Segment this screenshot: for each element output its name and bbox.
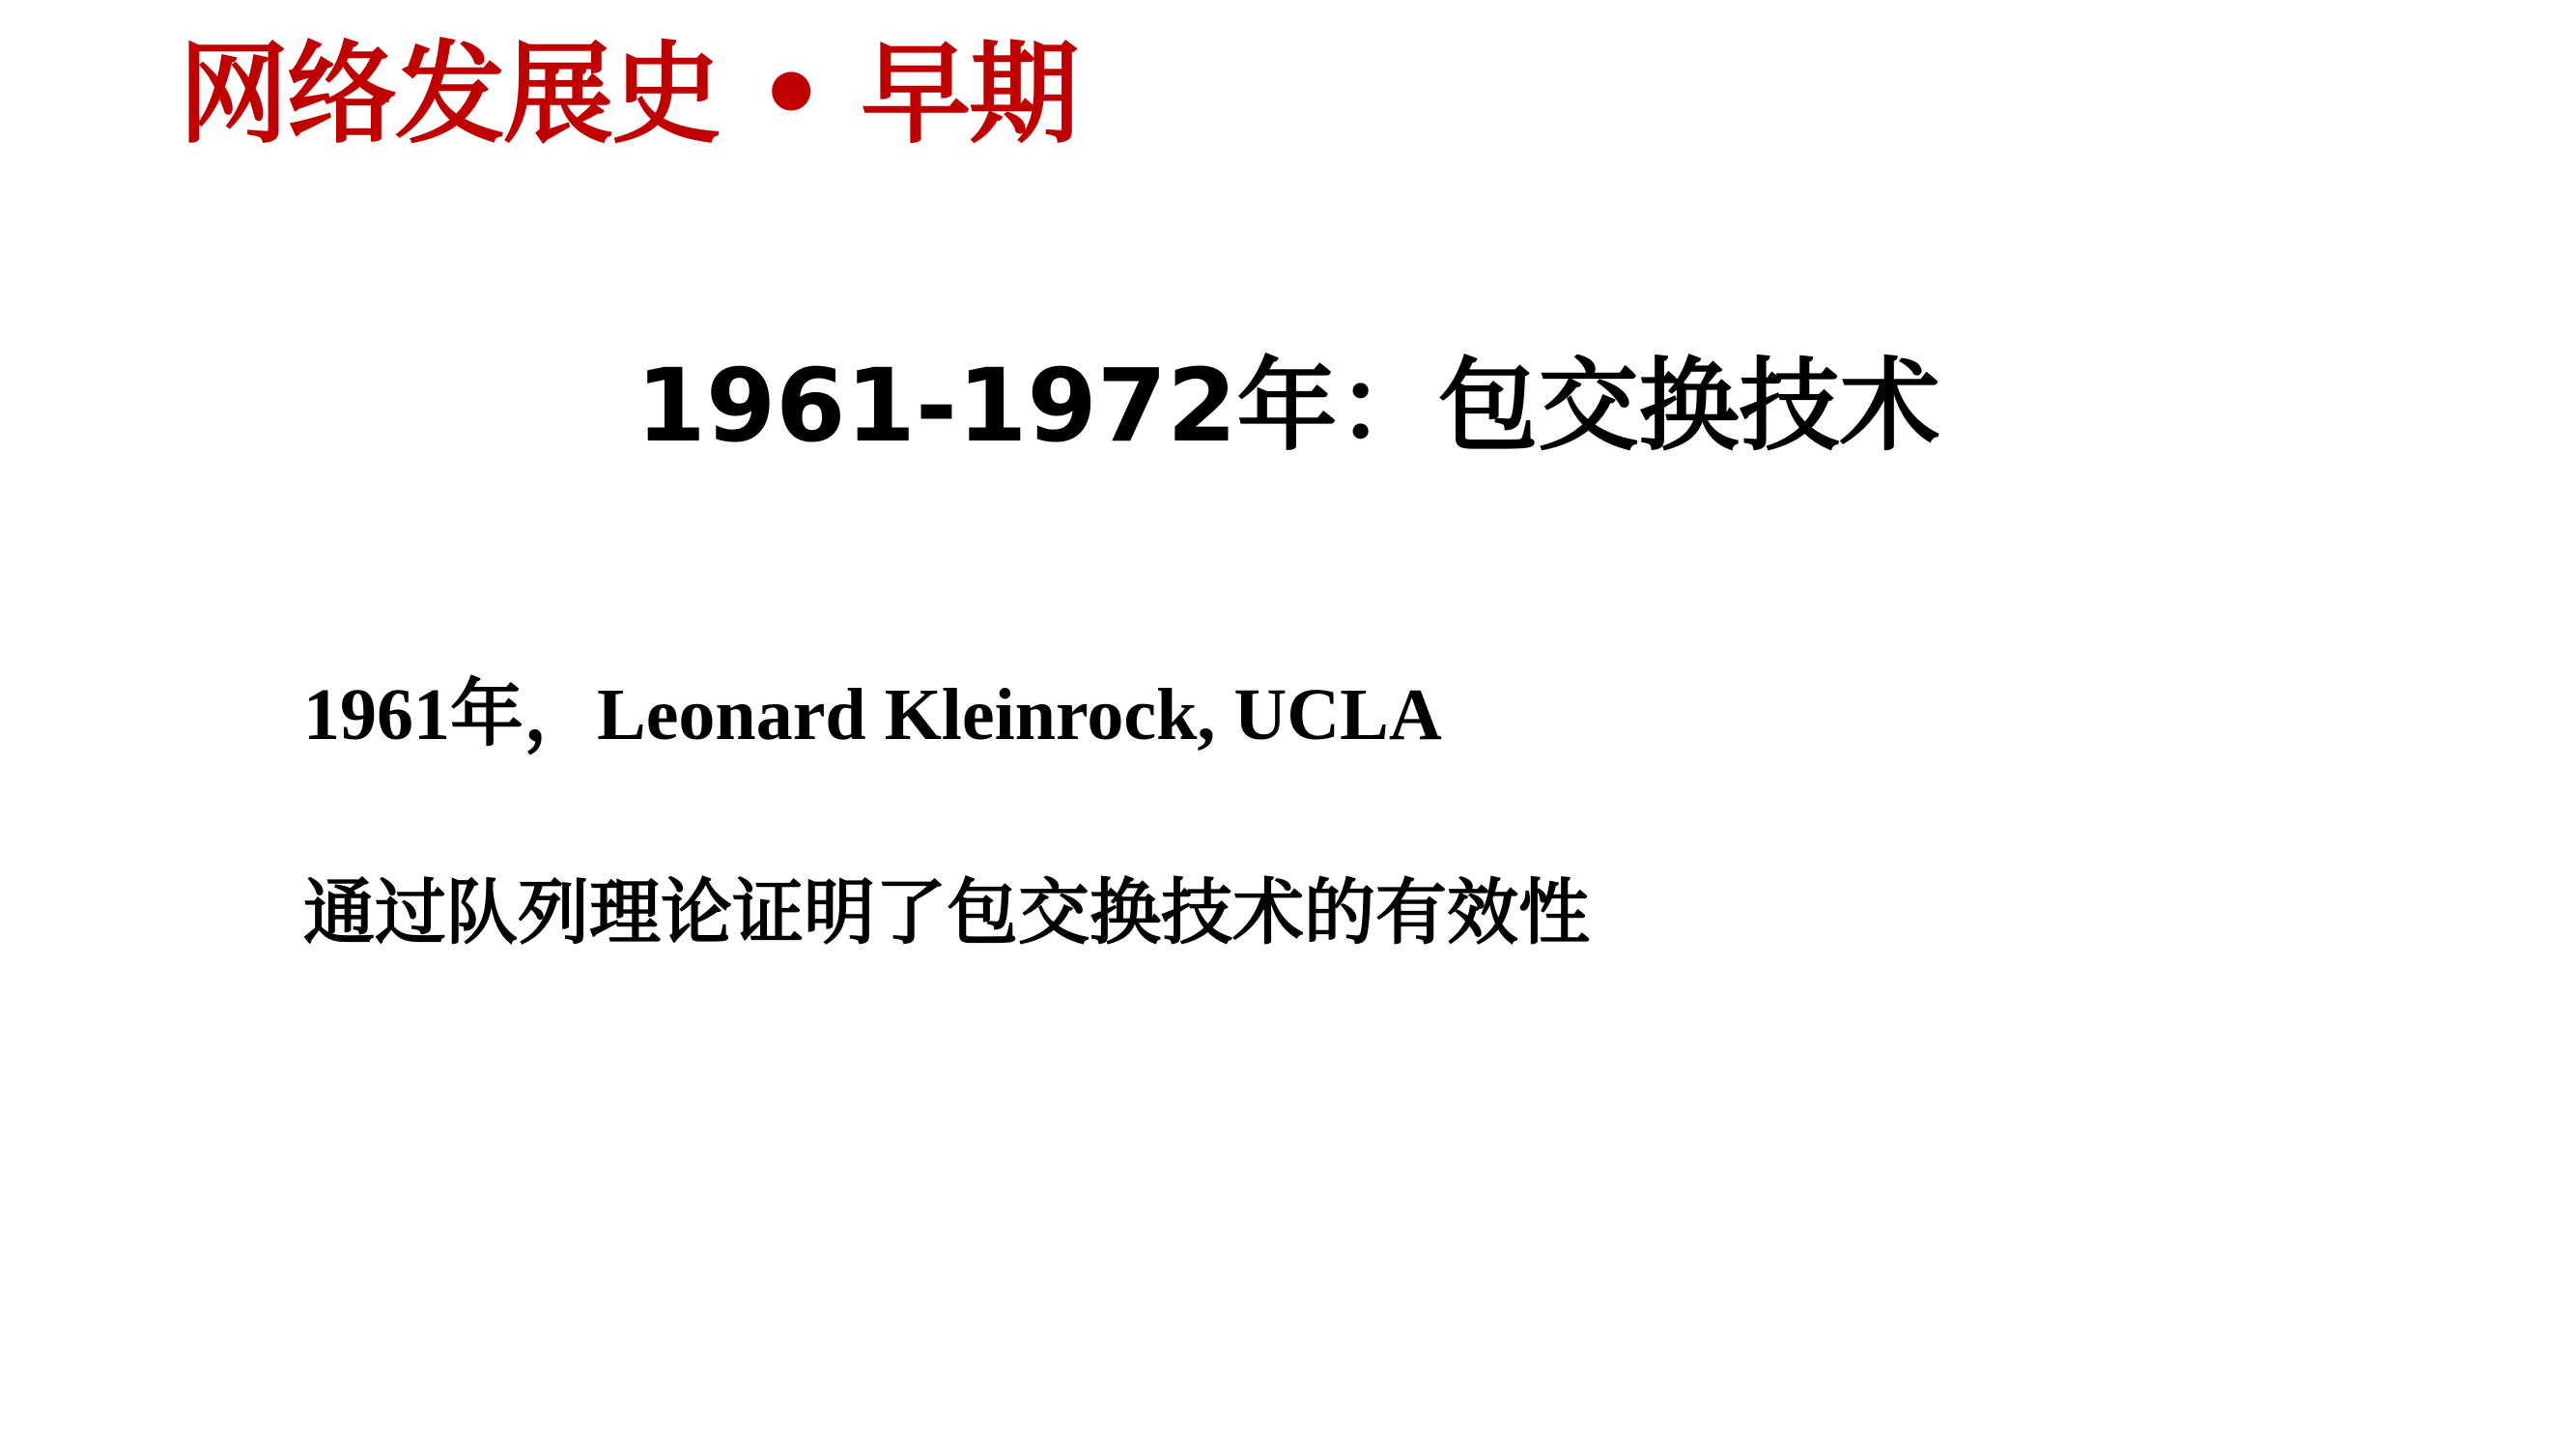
statement-line: 通过队列理论证明了包交换技术的有效性 [303, 871, 1590, 954]
credit-line: 1961年，Leonard Kleinrock, UCLA [303, 674, 1442, 755]
slide-title: 网络发展史 • 早期 [179, 30, 1078, 158]
section-heading: 1961-1972年：包交换技术 [636, 347, 1940, 465]
